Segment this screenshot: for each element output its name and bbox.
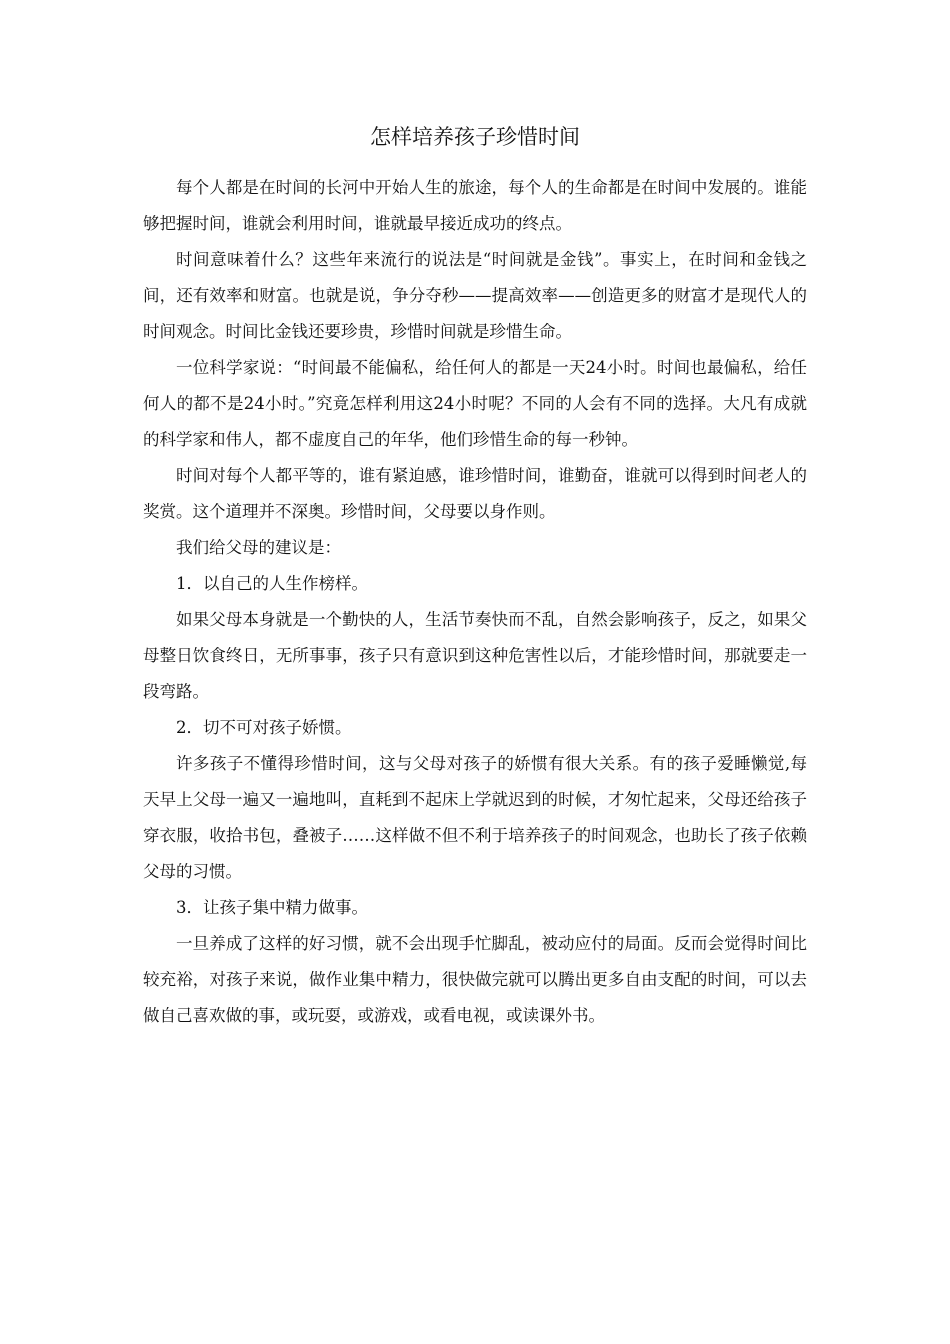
paragraph: 时间意味着什么？这些年来流行的说法是“时间就是金钱”。事实上，在时间和金钱之间，还有效率和财富。也就是说，争分夺秒——提高效率——创造更多的财富才是现代人的时间观念。时间比金钱还要珍贵，珍惜时间就是珍惜生命。	[143, 250, 807, 341]
list-heading: 3．让孩子集中精力做事。	[176, 898, 368, 917]
document-body	[143, 170, 807, 1034]
document-title: 怎样培养孩子珍惜时间	[370, 125, 580, 149]
list-heading: 2．切不可对孩子娇惯。	[176, 718, 352, 737]
paragraph: 一旦养成了这样的好习惯，就不会出现手忙脚乱，被动应付的局面。反而会觉得时间比较充裕，对孩子来说，做作业集中精力，很快做完就可以腾出更多自由支配的时间，可以去做自己喜欢做的事，或玩耍，或游戏，或看电视，或读课外书。	[143, 934, 807, 1025]
paragraph: 时间对每个人都平等的，谁有紧迫感，谁珍惜时间，谁勤奋，谁就可以得到时间老人的奖赏。这个道理并不深奥。珍惜时间，父母要以身作则。	[143, 466, 807, 521]
paragraph: 我们给父母的建议是：	[176, 538, 341, 557]
paragraph: 许多孩子不懂得珍惜时间，这与父母对孩子的娇惯有很大关系。有的孩子爱睡懒觉,每天早上父母一遍又一遍地叫，直耗到不起床上学就迟到的时候，才匆忙起来，父母还给孩子穿衣服，收拾书包，叠被子……这样做不但不利于培养孩子的时间观念，也助长了孩子依赖父母的习惯。	[143, 754, 807, 881]
paragraph: 一位科学家说：“时间最不能偏私，给任何人的都是一天24小时。时间也最偏私，给任何人的都不是24小时。”究竟怎样利用这24小时呢？不同的人会有不同的选择。大凡有成就的科学家和伟人，都不虚度自己的年华，他们珍惜生命的每一秒钟。	[143, 358, 807, 449]
paragraph: 如果父母本身就是一个勤快的人，生活节奏快而不乱，自然会影响孩子，反之，如果父母整日饮食终日，无所事事，孩子只有意识到这种危害性以后，才能珍惜时间，那就要走一段弯路。	[143, 610, 807, 701]
list-heading: 1．以自己的人生作榜样。	[176, 574, 368, 593]
paragraph: 每个人都是在时间的长河中开始人生的旅途，每个人的生命都是在时间中发展的。谁能够把握时间，谁就会利用时间，谁就最早接近成功的终点。	[143, 178, 807, 233]
